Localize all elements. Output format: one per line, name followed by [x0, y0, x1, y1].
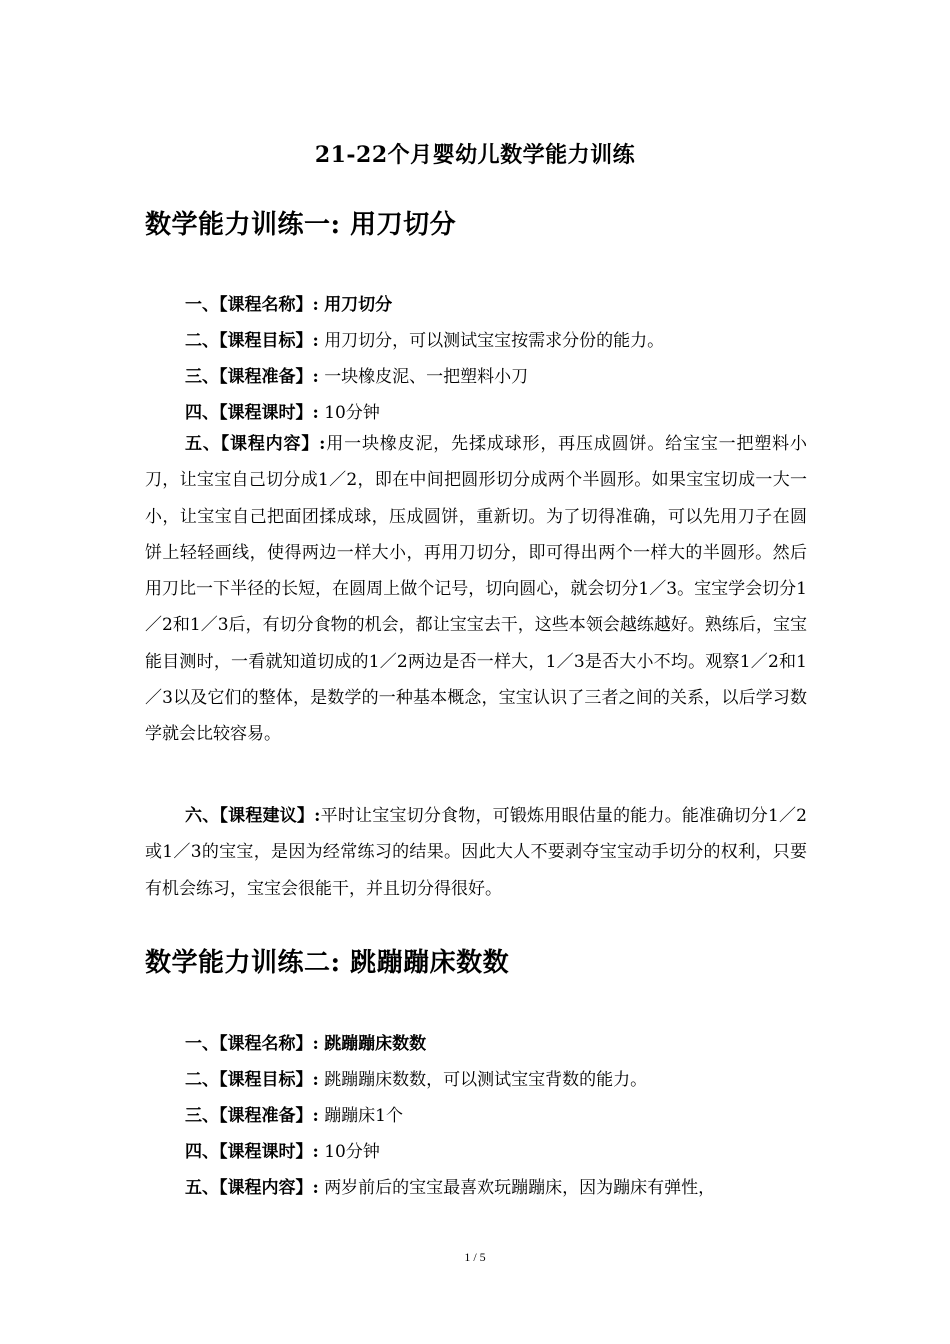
field-label: 二、【课程目标】: — [185, 1070, 319, 1090]
field-label: 一、【课程名称】: — [185, 1034, 319, 1054]
field-label: 一、【课程名称】: — [185, 295, 319, 315]
course-prep-field — [185, 362, 805, 387]
field-label: 三、【课程准备】: — [185, 367, 319, 387]
field-value: 一块橡皮泥、一把塑料小刀 — [324, 367, 529, 387]
document-title: 21-22个月婴幼儿数学能力训练 — [314, 142, 636, 168]
course-advice-paragraph — [145, 798, 807, 907]
course-name-field — [185, 290, 805, 315]
field-label: 四、【课程课时】: — [185, 1142, 319, 1162]
course-goal-field — [185, 1065, 805, 1090]
field-value: 用刀切分，可以测试宝宝按需求分份的能力。 — [324, 331, 665, 351]
field-label: 五、【课程内容】: — [185, 1178, 319, 1198]
course-duration-field — [185, 398, 805, 423]
section-heading-1: 数学能力训练一: 用刀切分 — [145, 210, 457, 240]
field-value: 蹦蹦床1个 — [324, 1106, 404, 1126]
field-value: 平时让宝宝切分食物，可锻炼用眼估量的能力。能准确切分1／2或1／3的宝宝，是因为经常练习的结果。因此大人不要剥夺宝宝动手切分的权利，只要有机会练习，宝宝会很能干，并且切分得很好。 — [145, 806, 807, 899]
field-value: 10分钟 — [324, 1142, 380, 1162]
course-duration-field — [185, 1137, 805, 1162]
course-content-field — [185, 1173, 805, 1198]
field-label: 二、【课程目标】: — [185, 331, 319, 351]
field-value: 跳蹦蹦床数数，可以测试宝宝背数的能力。 — [324, 1070, 648, 1090]
field-label: 四、【课程课时】: — [185, 403, 319, 423]
field-label: 三、【课程准备】: — [185, 1106, 319, 1126]
field-label: 五、【课程内容】: — [185, 434, 326, 454]
page-number: 1 / 5 — [464, 1250, 486, 1264]
field-value: 用一块橡皮泥，先揉成球形，再压成圆饼。给宝宝一把塑料小刀，让宝宝自己切分成1／2，即在中间把圆形切分成两个半圆形。如果宝宝切成一大一小，让宝宝自己把面团揉成球，压成圆饼，重新切。为了切得准确，可以先用刀子在圆饼上轻轻画线，使得两边一样大小，再用刀切分，即可得出两个一样大的半圆形。然后用刀比一下半径的长短，在圆周上做个记号，切向圆心，就会切分1／3。宝宝学会切分1／2和1／3后，有切分食物的机会，都让宝宝去干，这些本领会越练越好。熟练后，宝宝能目测时，一看就知道切成的1／2两边是否一样大，1／3是否大小不均。观察1／2和1／3以及它们的整体，是数学的一种基本概念，宝宝认识了三者之间的关系，以后学习数学就会比较容易。 — [145, 434, 808, 745]
section-heading-2: 数学能力训练二: 跳蹦蹦床数数 — [145, 948, 510, 978]
course-name-field — [185, 1029, 805, 1054]
field-value: 跳蹦蹦床数数 — [324, 1034, 427, 1054]
field-value: 10分钟 — [324, 403, 380, 423]
field-value: 用刀切分 — [324, 295, 393, 315]
course-content-paragraph — [145, 426, 807, 753]
course-prep-field — [185, 1101, 805, 1126]
field-label: 六、【课程建议】: — [185, 806, 321, 826]
field-value: 两岁前后的宝宝最喜欢玩蹦蹦床，因为蹦床有弹性， — [324, 1178, 716, 1198]
course-goal-field — [185, 326, 805, 351]
